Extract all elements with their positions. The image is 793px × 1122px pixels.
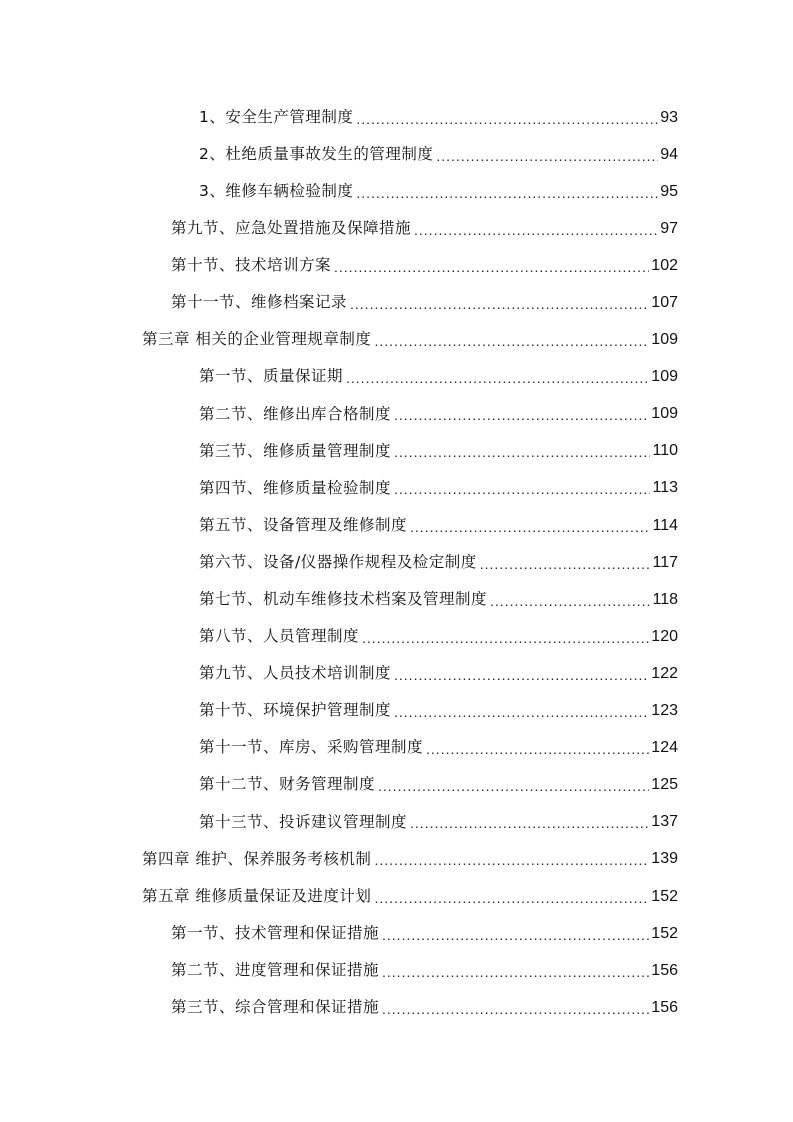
- toc-dot-leader: [350, 297, 649, 311]
- toc-entry-title: 2、杜绝质量事故发生的管理制度: [199, 144, 434, 163]
- toc-entry-page: 110: [652, 442, 678, 460]
- toc-entry-page: 109: [651, 331, 678, 349]
- toc-entry[interactable]: [0, 693, 793, 730]
- toc-entry[interactable]: [0, 322, 793, 359]
- toc-entry-page: 113: [652, 479, 678, 497]
- toc-entry[interactable]: [0, 989, 793, 1026]
- toc-dot-leader: [378, 779, 649, 793]
- toc-dot-leader: [410, 520, 650, 534]
- toc-entry-title: 第二节、维修出库合格制度: [199, 404, 392, 423]
- toc-dot-leader: [382, 1002, 649, 1016]
- toc-entry[interactable]: [0, 470, 793, 507]
- toc-entry[interactable]: [0, 544, 793, 581]
- toc-entry[interactable]: [0, 247, 793, 284]
- toc-entry[interactable]: [0, 767, 793, 804]
- toc-entry-page: 139: [651, 850, 678, 868]
- toc-entry-title: 第十节、技术培训方案: [171, 256, 332, 275]
- toc-entry-title: 第七节、机动车维修技术档案及管理制度: [199, 590, 488, 609]
- toc-entry[interactable]: [0, 730, 793, 767]
- toc-entry-title: 第二节、进度管理和保证措施: [171, 960, 380, 979]
- toc-entry-title: 第十一节、库房、采购管理制度: [199, 738, 424, 757]
- toc-entry[interactable]: [0, 284, 793, 321]
- toc-entry[interactable]: [0, 507, 793, 544]
- toc-entry[interactable]: [0, 952, 793, 989]
- toc-entry-page: 120: [651, 627, 678, 645]
- toc-entry-title: 第十节、环境保护管理制度: [199, 701, 392, 720]
- toc-entry-page: 125: [651, 776, 678, 794]
- toc-entry[interactable]: [0, 136, 793, 173]
- toc-entry-title: 第五章 维修质量保证及进度计划: [142, 886, 372, 905]
- toc-dot-leader: [394, 408, 649, 422]
- toc-entry-title: 第六节、设备/仪器操作规程及检定制度: [199, 552, 477, 571]
- toc-entry[interactable]: [0, 359, 793, 396]
- toc-dot-leader: [374, 891, 649, 905]
- toc-entry-page: 94: [660, 145, 678, 163]
- toc-entry[interactable]: [0, 433, 793, 470]
- toc-entry-title: 第十二节、财务管理制度: [199, 775, 376, 794]
- toc-dot-leader: [346, 371, 649, 385]
- toc-entry-page: 156: [651, 998, 678, 1016]
- toc-dot-leader: [382, 965, 649, 979]
- toc-entry-page: 123: [651, 702, 678, 720]
- toc-entry[interactable]: [0, 841, 793, 878]
- toc-dot-leader: [374, 853, 649, 867]
- toc-entry-title: 第一节、质量保证期: [199, 367, 344, 386]
- toc-dot-leader: [362, 631, 649, 645]
- toc-entry-title: 第三章 相关的企业管理规章制度: [142, 330, 372, 349]
- toc-entry-page: 102: [651, 256, 678, 274]
- toc-entry-title: 第四节、维修质量检验制度: [199, 478, 392, 497]
- toc-entry[interactable]: [0, 915, 793, 952]
- toc-entry[interactable]: [0, 618, 793, 655]
- toc-dot-leader: [394, 482, 650, 496]
- toc-dot-leader: [410, 816, 649, 830]
- toc-dot-leader: [480, 557, 651, 571]
- toc-dot-leader: [436, 149, 658, 163]
- toc-entry-page: 152: [651, 887, 678, 905]
- toc-entry-page: 156: [651, 961, 678, 979]
- table-of-contents: [0, 99, 793, 1026]
- toc-entry-title: 第八节、人员管理制度: [199, 627, 360, 646]
- toc-entry-page: 118: [652, 590, 678, 608]
- toc-entry-page: 107: [651, 294, 678, 312]
- toc-entry-page: 114: [652, 516, 678, 534]
- toc-dot-leader: [394, 668, 649, 682]
- toc-entry-title: 第三节、综合管理和保证措施: [171, 998, 380, 1017]
- toc-entry-page: 137: [651, 813, 678, 831]
- toc-entry[interactable]: [0, 804, 793, 841]
- toc-entry-page: 152: [651, 924, 678, 942]
- toc-entry[interactable]: [0, 210, 793, 247]
- toc-entry[interactable]: [0, 878, 793, 915]
- toc-entry[interactable]: [0, 396, 793, 433]
- toc-dot-leader: [374, 334, 649, 348]
- toc-dot-leader: [356, 112, 658, 126]
- toc-entry[interactable]: [0, 173, 793, 210]
- toc-entry-title: 3、维修车辆检验制度: [199, 181, 354, 200]
- toc-entry-page: 109: [651, 368, 678, 386]
- toc-entry-title: 第一节、技术管理和保证措施: [171, 923, 380, 942]
- toc-entry-page: 109: [651, 405, 678, 423]
- toc-dot-leader: [414, 223, 658, 237]
- toc-entry-title: 第九节、应急处置措施及保障措施: [171, 219, 412, 238]
- toc-entry-title: 第十三节、投诉建议管理制度: [199, 812, 408, 831]
- toc-entry-title: 第九节、人员技术培训制度: [199, 664, 392, 683]
- toc-entry-title: 第十一节、维修档案记录: [171, 293, 348, 312]
- toc-entry-title: 第五节、设备管理及维修制度: [199, 515, 408, 534]
- toc-dot-leader: [394, 705, 649, 719]
- toc-entry-page: 122: [651, 664, 678, 682]
- toc-dot-leader: [334, 260, 649, 274]
- toc-entry-page: 117: [652, 553, 678, 571]
- toc-dot-leader: [490, 594, 650, 608]
- toc-dot-leader: [356, 186, 658, 200]
- toc-dot-leader: [426, 742, 649, 756]
- toc-entry-page: 93: [660, 108, 678, 126]
- toc-entry-title: 1、安全生产管理制度: [199, 107, 354, 126]
- toc-dot-leader: [394, 445, 650, 459]
- toc-entry-page: 95: [660, 182, 678, 200]
- toc-entry-page: 124: [651, 739, 678, 757]
- toc-dot-leader: [382, 928, 649, 942]
- toc-entry[interactable]: [0, 99, 793, 136]
- toc-entry-page: 97: [660, 219, 678, 237]
- toc-entry[interactable]: [0, 655, 793, 692]
- toc-entry-title: 第三节、维修质量管理制度: [199, 441, 392, 460]
- toc-entry-title: 第四章 维护、保养服务考核机制: [142, 849, 372, 868]
- toc-entry[interactable]: [0, 581, 793, 618]
